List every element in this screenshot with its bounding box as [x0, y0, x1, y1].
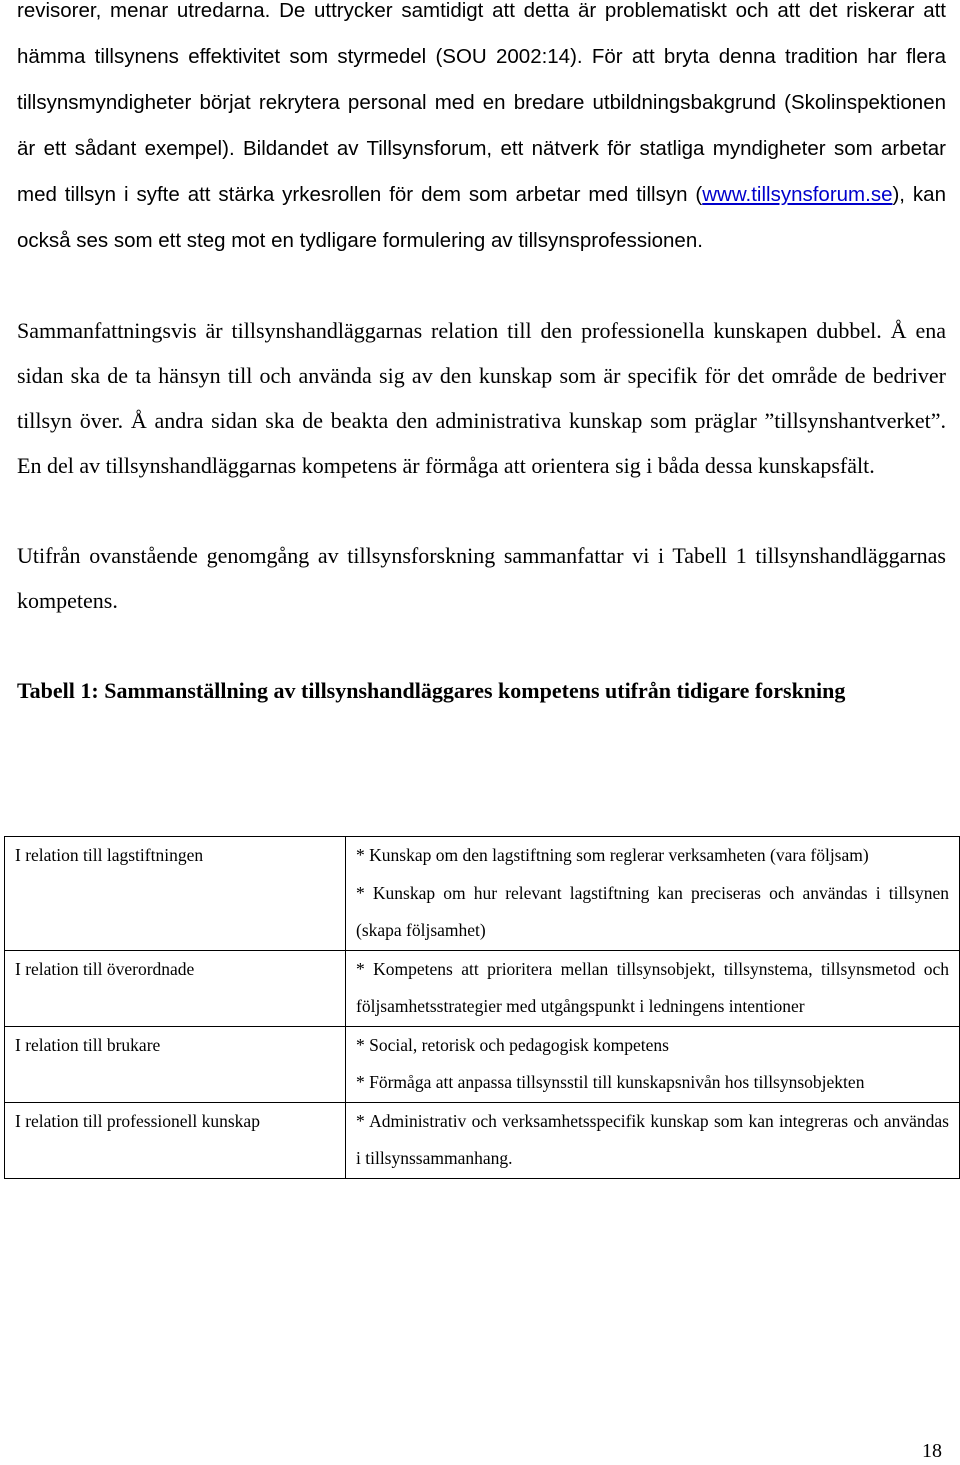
row-item: * Social, retorisk och pedagogisk kompetens — [356, 1034, 669, 1055]
row-label: I relation till brukare — [5, 1026, 346, 1102]
paragraph-1-text-end: ), kan också ses som ett steg mot en tydligare formulering av tillsynsprofessionen. — [17, 183, 946, 252]
row-item: * Förmåga att anpassa tillsynsstil till kunskapsnivån hos tillsynsobjekten — [356, 1072, 865, 1092]
row-label: I relation till lagstiftningen — [5, 837, 346, 951]
row-content — [346, 1102, 960, 1178]
paragraph-3: Utifrån ovanstående genomgång av tillsynsforskning sammanfattar vi i Tabell 1 tillsynshandläggarnas kompetens. — [17, 543, 946, 613]
paragraph-2: Sammanfattningsvis är tillsynshandläggarnas relation till den professionella kunskapen dubbel. Å ena sidan ska de ta hänsyn till och använda sig av den kunskap som är specifik för det område de bedriver tillsyn över. Å andra sidan ska de beakta den administrativa kunskap som präglar ”tillsynshantverket”. En del av tillsynshandläggarnas kompetens är förmåga att orientera sig i båda dessa kunskapsfält. — [17, 318, 946, 478]
tillsynsforum-link[interactable]: www.tillsynsforum.se — [702, 183, 893, 206]
row-label: I relation till professionell kunskap — [5, 1102, 346, 1178]
row-item: * Kompetens att prioritera mellan tillsynsobjekt, tillsynstema, tillsynsmetod och följsamhetsstrategier med utgångspunkt i ledningens intentioner — [356, 958, 949, 1016]
row-content — [346, 950, 960, 1026]
table-row — [5, 837, 960, 951]
competence-table — [4, 836, 960, 1179]
table-row — [5, 950, 960, 1026]
row-item: * Kunskap om den lagstiftning som reglerar verksamheten (vara följsam) — [356, 845, 869, 865]
paragraph-1-text: revisorer, menar utredarna. De uttrycker samtidigt att detta är problematiskt och att det riskerar att hämma tillsynens effektivitet som styrmedel (SOU 2002:14). För att bryta denna tradition har flera tillsynsmyndigheter börjat rekrytera personal med en bredare utbildningsbakgrund (Skolinspektionen är ett sådant exempel). Bildandet av Tillsynsforum, ett nätverk för statliga myndigheter som arbetar med tillsyn i syfte att stärka yrkesrollen för dem som arbetar med tillsyn ( — [17, 0, 946, 206]
document-page — [17, 0, 946, 713]
row-item: * Administrativ och verksamhetsspecifik kunskap som kan integreras och användas i tillsynssammanhang. — [356, 1110, 949, 1168]
row-content — [346, 1026, 960, 1102]
row-content — [346, 837, 960, 951]
row-item: * Kunskap om hur relevant lagstiftning kan preciseras och användas i tillsynen (skapa följsamhet) — [356, 882, 949, 940]
table-row — [5, 1102, 960, 1178]
table-row — [5, 1026, 960, 1102]
paragraph-1 — [17, 0, 946, 263]
page-number: 18 — [922, 1440, 942, 1462]
row-label: I relation till överordnade — [5, 950, 346, 1026]
table-title: Tabell 1: Sammanställning av tillsynshandläggares kompetens utifrån tidigare forskning — [17, 678, 846, 703]
